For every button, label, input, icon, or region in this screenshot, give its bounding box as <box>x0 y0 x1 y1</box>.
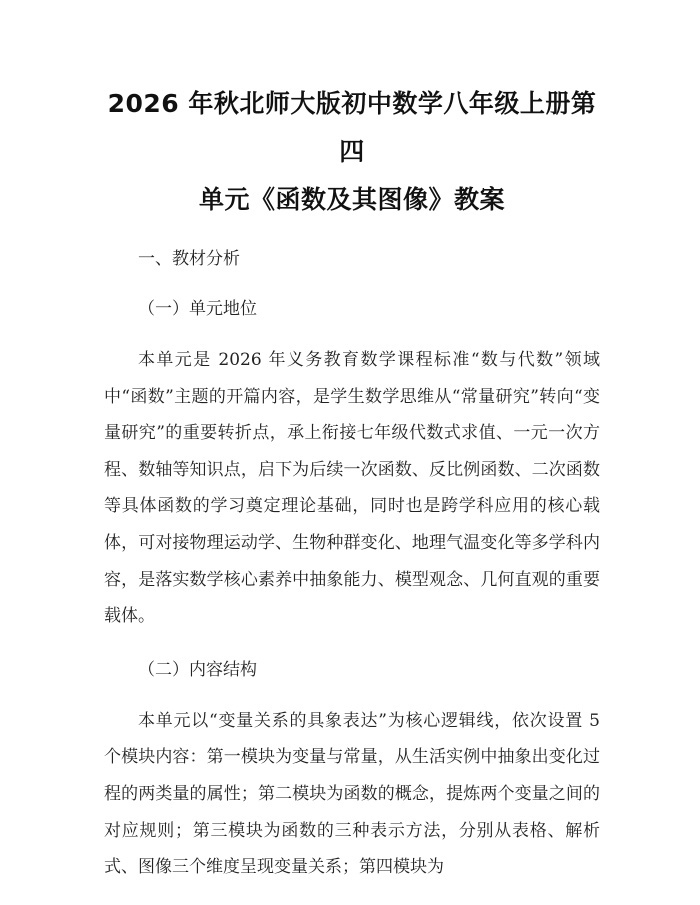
paragraph-unit-position: 本单元是 2026 年义务教育数学课程标准“数与代数”领域中“函数”主题的开篇内容，是学生数学思维从“常量研究”转向“变量研究”的重要转折点，承上衔接七年级代数式求值、一元一次方程、数轴等知识点，启下为后续一次函数、反比例函数、二次函数等具体函数的学习奠定理论基础，同时也是跨学科应用的核心载体，可对接物理运动学、生物种群变化、地理气温变化等多学科内容，是落实数学核心素养中抽象能力、模型观念、几何直观的重要载体。 <box>104 350 600 627</box>
subsection-heading-unit-position: （一）单元地位 <box>138 299 257 319</box>
paragraph-content-structure: 本单元以“变量关系的具象表达”为核心逻辑线，依次设置 5 个模块内容：第一模块为变量与常量，从生活实例中抽象出变化过程的两类量的属性；第二模块为函数的概念，提炼两个变量之间的对应规则；第三模块为函数的三种表示方法，分别从表格、解析式、图像三个维度呈现变量关系；第四模块为 <box>104 710 600 878</box>
title-line-1: 2026 年秋北师大版初中数学八年级上册第四 <box>107 89 597 166</box>
document-title <box>104 80 600 224</box>
section-heading-textbook-analysis: 一、教材分析 <box>138 249 240 269</box>
title-line-2: 单元《函数及其图像》教案 <box>198 185 505 214</box>
subsection-heading-content-structure: （二）内容结构 <box>138 659 257 680</box>
